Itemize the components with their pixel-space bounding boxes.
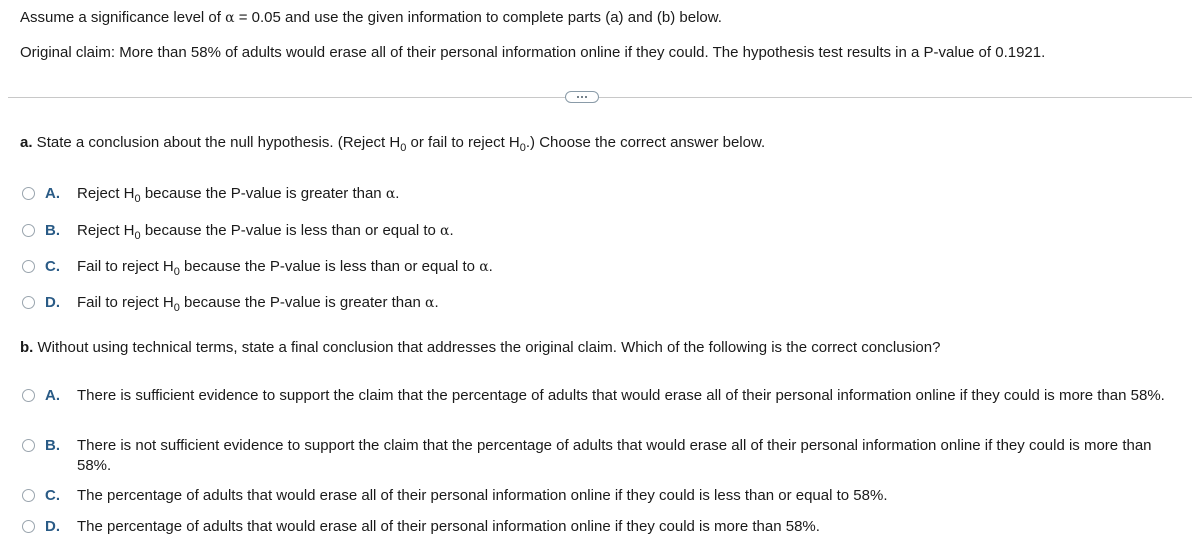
question-b-prompt bbox=[20, 338, 940, 358]
alpha-symbol: α bbox=[479, 259, 489, 275]
option-text-part: . bbox=[395, 185, 400, 202]
alpha-symbol: α bbox=[385, 186, 396, 202]
option-text-part: Reject H bbox=[77, 222, 135, 239]
option-letter: B. bbox=[45, 437, 60, 454]
option-text-part: . bbox=[488, 258, 493, 275]
intro-text bbox=[20, 8, 722, 28]
option-text: There is sufficient evidence to support the claim that the percentage of adults that would erase all of their personal information online if they could is more than 58%. bbox=[77, 387, 1165, 404]
section-divider bbox=[8, 97, 1192, 98]
option-text bbox=[77, 293, 1170, 314]
radio-unselected-icon[interactable] bbox=[22, 389, 35, 402]
subscript-zero: 0 bbox=[134, 193, 141, 205]
option-a-C[interactable] bbox=[22, 257, 1170, 278]
option-letter: B. bbox=[45, 222, 60, 239]
radio-unselected-icon[interactable] bbox=[22, 489, 35, 502]
subscript-zero: 0 bbox=[400, 142, 407, 154]
option-text bbox=[77, 257, 1170, 278]
option-a-A[interactable] bbox=[22, 184, 1170, 205]
option-text-part: . bbox=[434, 294, 439, 311]
option-text-part: Fail to reject H bbox=[77, 258, 174, 275]
option-text-part: because the P-value is greater than bbox=[179, 294, 425, 311]
option-text-part: because the P-value is less than or equal to bbox=[179, 258, 480, 275]
option-text-part: Reject H bbox=[77, 185, 135, 202]
intro-text-end: = 0.05 and use the given information to complete parts (a) and (b) below. bbox=[234, 9, 722, 26]
option-letter: C. bbox=[45, 258, 60, 275]
option-text-part: . bbox=[449, 222, 454, 239]
option-letter: D. bbox=[45, 518, 60, 535]
option-text: The percentage of adults that would erase all of their personal information online if they could is less than or equal to 58%. bbox=[77, 487, 888, 504]
radio-unselected-icon[interactable] bbox=[22, 224, 35, 237]
radio-unselected-icon[interactable] bbox=[22, 439, 35, 452]
alpha-symbol: α bbox=[225, 10, 235, 26]
option-text-part: Fail to reject H bbox=[77, 294, 174, 311]
subscript-zero: 0 bbox=[173, 302, 180, 314]
question-a-text-2: or fail to reject H bbox=[406, 134, 520, 151]
option-a-D[interactable] bbox=[22, 293, 1170, 314]
more-dots-icon bbox=[585, 96, 587, 98]
more-dots-icon bbox=[581, 96, 583, 98]
option-letter: C. bbox=[45, 487, 60, 504]
option-text-part: because the P-value is greater than bbox=[140, 185, 386, 202]
option-b-A[interactable] bbox=[22, 386, 1170, 406]
option-b-B[interactable] bbox=[22, 436, 1170, 476]
question-b-label: b. bbox=[20, 339, 34, 356]
option-text: The percentage of adults that would erase all of their personal information online if they could is more than 58%. bbox=[77, 518, 820, 535]
option-letter: A. bbox=[45, 185, 60, 202]
radio-unselected-icon[interactable] bbox=[22, 187, 35, 200]
radio-unselected-icon[interactable] bbox=[22, 296, 35, 309]
question-b-text: Without using technical terms, state a final conclusion that addresses the original claim. Which of the following is the correct conclusion? bbox=[33, 339, 941, 356]
radio-unselected-icon[interactable] bbox=[22, 520, 35, 533]
option-text: There is not sufficient evidence to support the claim that the percentage of adults that would erase all of their personal information online if they could is more than 58%. bbox=[77, 437, 1152, 474]
radio-unselected-icon[interactable] bbox=[22, 260, 35, 273]
option-a-B[interactable] bbox=[22, 221, 1170, 242]
option-letter: A. bbox=[45, 387, 60, 404]
option-text-part: because the P-value is less than or equal to bbox=[140, 222, 441, 239]
more-dots-icon bbox=[577, 96, 579, 98]
alpha-symbol: α bbox=[440, 223, 450, 239]
option-letter: D. bbox=[45, 294, 60, 311]
option-text bbox=[77, 221, 1170, 242]
alpha-symbol: α bbox=[424, 295, 435, 311]
question-a-text-1: State a conclusion about the null hypothesis. (Reject H bbox=[32, 134, 401, 151]
subscript-zero: 0 bbox=[173, 266, 180, 278]
subscript-zero: 0 bbox=[519, 142, 526, 154]
option-b-D[interactable] bbox=[22, 517, 1170, 537]
subscript-zero: 0 bbox=[134, 230, 141, 242]
original-claim-text: Original claim: More than 58% of adults would erase all of their personal information online if they could. The hypothesis test results in a P-value of 0.1921. bbox=[20, 44, 1046, 61]
intro-text-start: Assume a significance level of bbox=[20, 9, 226, 26]
question-a-label: a. bbox=[20, 134, 33, 151]
option-b-C[interactable] bbox=[22, 486, 1170, 506]
question-a-prompt bbox=[20, 133, 765, 154]
expand-more-button[interactable] bbox=[565, 91, 599, 103]
option-text bbox=[77, 184, 1170, 205]
question-a-text-3: .) Choose the correct answer below. bbox=[525, 134, 766, 151]
